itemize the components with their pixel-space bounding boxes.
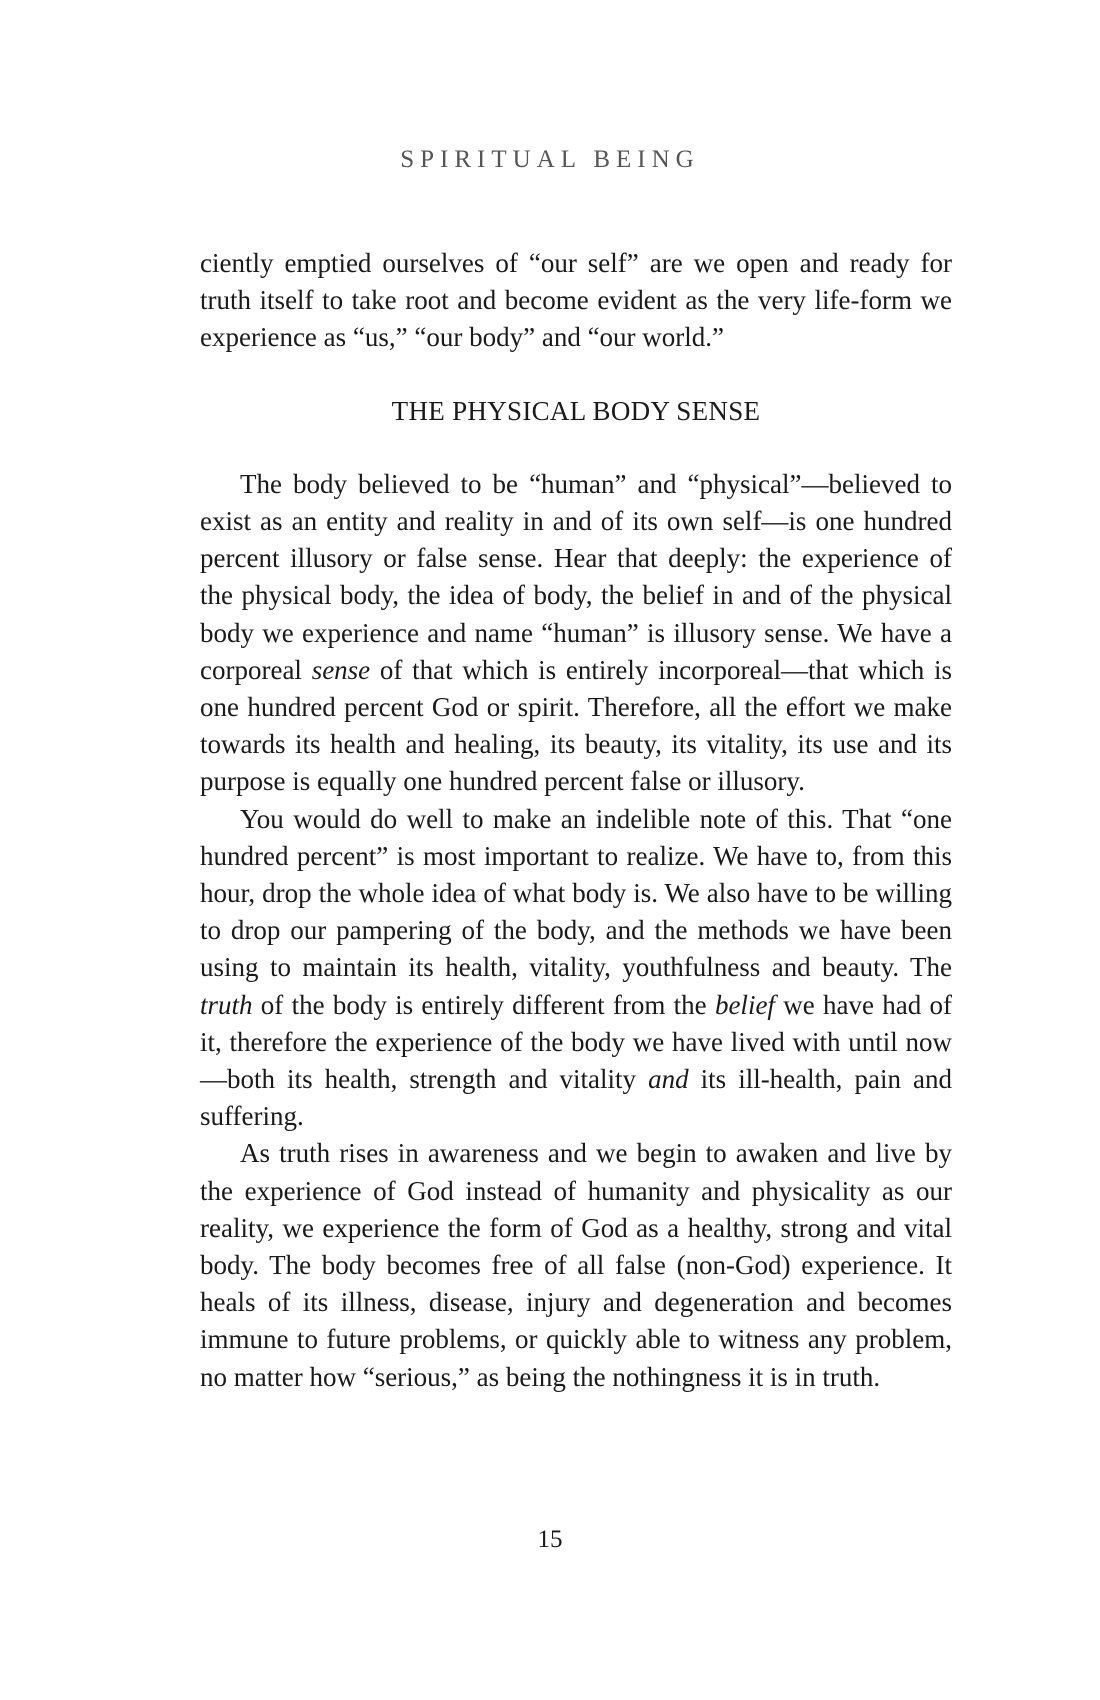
body-text (200, 245, 952, 1396)
paragraph-2-text-e: we have had of it, therefore the experience of the body we have lived with until now—both its health, strength and vitality (200, 989, 952, 1095)
paragraph-1-text-a: The body believed to be “human” and “physical”—believed to exist as an entity and reality in and of its own self—is one hundred percent illusory or false sense. Hear that deeply: the experience of the physical body, the idea of body, the belief in and of the physical body we experience and name “human” is illusory sense. We have a corporeal (200, 468, 952, 685)
running-head: SPIRITUAL BEING (400, 146, 700, 173)
paragraph-2-italic-belief: belief (714, 989, 775, 1020)
paragraph-2-text-a: You would do well to make an indelible note of this. That “one hundred percent” is most important to realize. We have to, from this hour, drop the whole idea of what body is. We also have to be willing to drop our pampering of the body, and the methods we have been using to maintain its health, vitality, youthfulness and beauty. The (200, 803, 952, 983)
paragraph-1-text-c: of that which is entirely incorporeal—that which is one hundred percent God or spirit. Therefore, all the effort we make towards its health and healing, its beauty, its vitality, its use and its purpose is equally one hundred percent false or illusory. (200, 654, 952, 797)
opening-paragraph: ciently emptied ourselves of “our self” are we open and ready for truth itself to take root and become evident as the very life-form we experience as “us,” “our body” and “our world.” (200, 248, 952, 353)
page-number: 15 (537, 1526, 563, 1553)
paragraph-1-italic-sense: sense (311, 654, 371, 685)
paragraph-2-text-c: of the body is entirely different from the (252, 989, 715, 1020)
paragraph-2 (200, 801, 952, 1136)
paragraph-2-text-g: its ill-health, pain and suffering. (200, 1064, 952, 1132)
paragraph-1 (200, 466, 952, 801)
paragraph-2-italic-and: and (648, 1064, 689, 1095)
paragraph-3: As truth rises in awareness and we begin to awaken and live by the experience of God instead of humanity and physicality as our reality, we experience the form of God as a healthy, strong and vital body. The body becomes free of all false (non-God) experience. It heals of its illness, disease, injury and degeneration and becomes immune to future problems, or quickly able to witness any problem, no matter how “serious,” as being the nothingness it is in truth. (200, 1138, 952, 1392)
paragraph-2-italic-truth: truth (200, 989, 253, 1020)
section-heading: THE PHYSICAL BODY SENSE (391, 395, 761, 426)
